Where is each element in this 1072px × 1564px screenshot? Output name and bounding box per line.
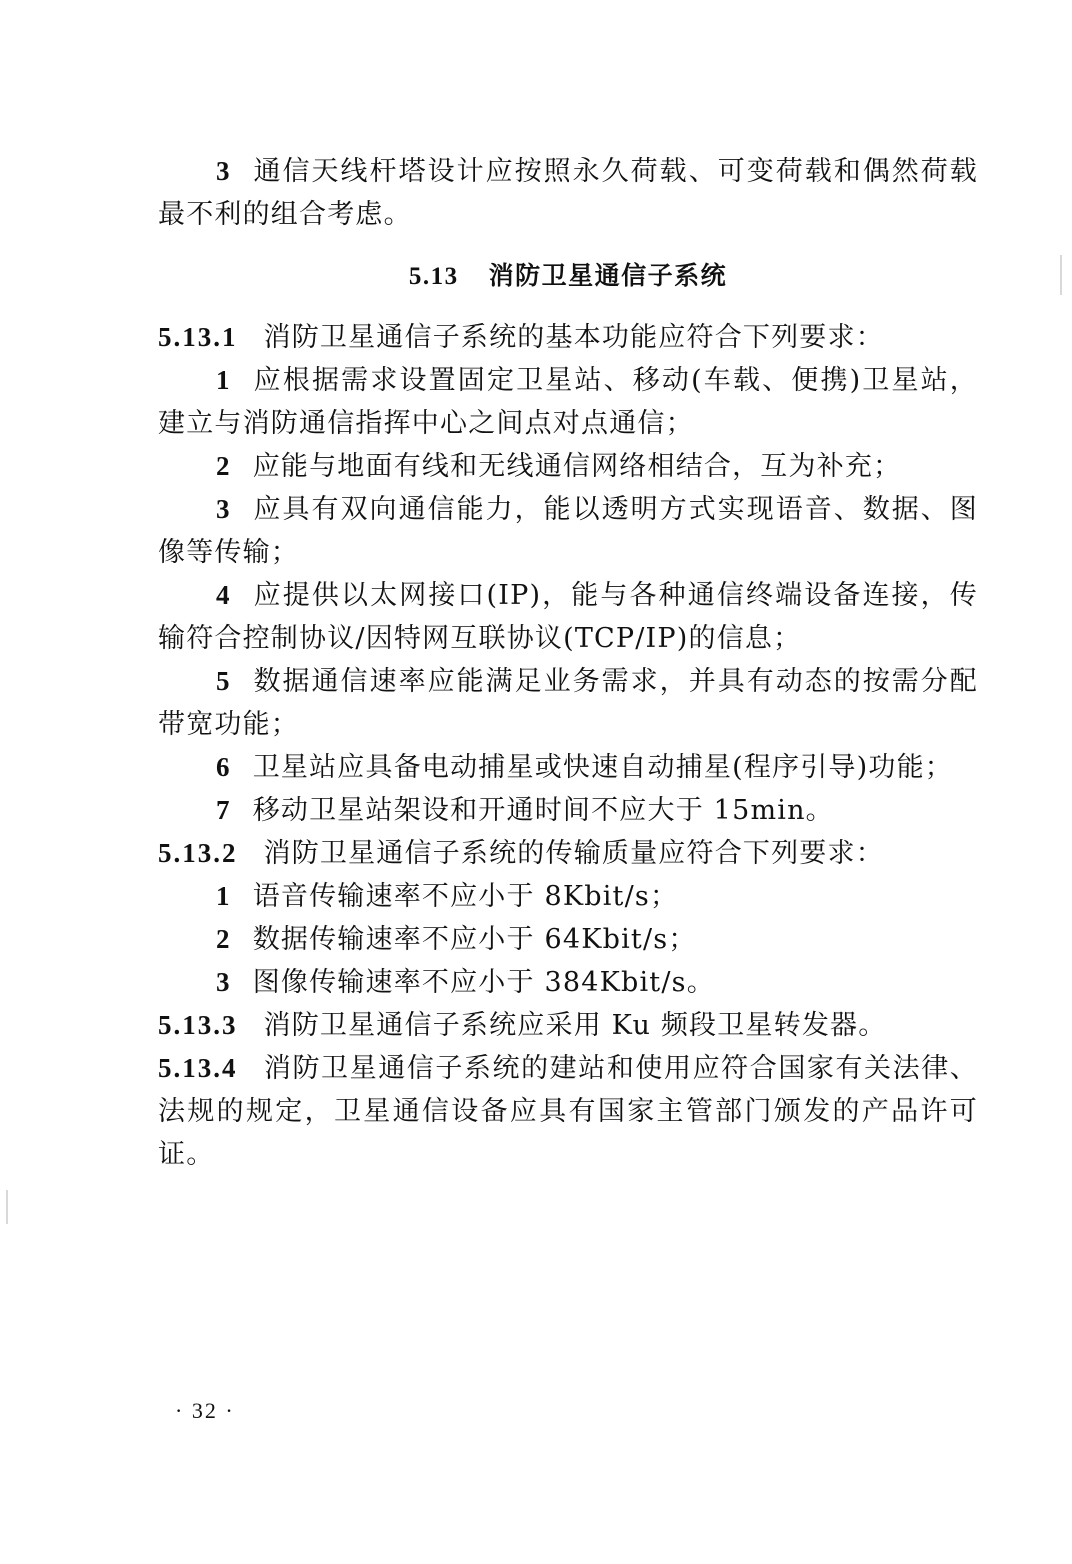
clause-text: 消防卫星通信子系统的建站和使用应符合国家有关法律、法规的规定，卫星通信设备应具有国家主管部门颁发的产品许可证。 <box>158 1053 978 1170</box>
item-number: 2 <box>216 924 231 954</box>
item-number: 1 <box>216 881 231 911</box>
clause-number: 5.13.3 <box>158 1010 238 1040</box>
list-item <box>158 875 978 918</box>
list-item <box>158 660 978 746</box>
clause-number: 5.13.4 <box>158 1053 238 1083</box>
list-item <box>158 789 978 832</box>
list-item <box>158 574 978 660</box>
item-number: 3 <box>216 156 231 186</box>
item-number: 2 <box>216 451 231 481</box>
item-number: 6 <box>216 752 231 782</box>
scan-artifact <box>1060 255 1062 295</box>
clause-5-13-3 <box>158 1004 978 1047</box>
item-text: 数据通信速率应能满足业务需求，并具有动态的按需分配带宽功能； <box>158 666 978 740</box>
section-title: 消防卫星通信子系统 <box>488 261 728 290</box>
item-number: 1 <box>216 365 231 395</box>
item-number: 5 <box>216 666 231 696</box>
clause-text: 消防卫星通信子系统的基本功能应符合下列要求： <box>263 322 884 353</box>
clause-5-13-2 <box>158 832 978 875</box>
item-text: 应提供以太网接口(IP)，能与各种通信终端设备连接，传输符合控制协议/因特网互联协议(TCP/IP)的信息； <box>158 580 978 654</box>
item-text: 应根据需求设置固定卫星站、移动(车载、便携)卫星站，建立与消防通信指挥中心之间点对点通信； <box>158 365 978 439</box>
list-item <box>158 488 978 574</box>
clause-text: 消防卫星通信子系统的传输质量应符合下列要求： <box>263 838 884 869</box>
item-text: 卫星站应具备电动捕星或快速自动捕星(程序引导)功能； <box>252 752 953 783</box>
item-text: 图像传输速率不应小于 384Kbit/s。 <box>252 967 715 998</box>
item-number: 4 <box>216 580 231 610</box>
section-heading <box>158 254 978 298</box>
scan-artifact <box>6 1190 8 1224</box>
clause-5-13-4 <box>158 1047 978 1176</box>
list-item <box>158 445 978 488</box>
item-text: 语音传输速率不应小于 8Kbit/s； <box>252 881 679 912</box>
item-text: 数据传输速率不应小于 64Kbit/s； <box>252 924 697 955</box>
item-number: 3 <box>216 494 231 524</box>
item-number: 3 <box>216 967 231 997</box>
item-text: 移动卫星站架设和开通时间不应大于 15min。 <box>252 795 834 826</box>
clause-5-13-1 <box>158 316 978 359</box>
section-number: 5.13 <box>408 263 459 290</box>
item-number: 7 <box>216 795 231 825</box>
item-text: 应具有双向通信能力，能以透明方式实现语音、数据、图像等传输； <box>158 494 978 568</box>
clause-number: 5.13.1 <box>158 322 238 352</box>
item-text: 通信天线杆塔设计应按照永久荷载、可变荷载和偶然荷载最不利的组合考虑。 <box>158 156 978 230</box>
list-item <box>158 918 978 961</box>
item-text: 应能与地面有线和无线通信网络相结合，互为补充； <box>252 451 902 482</box>
list-item <box>158 359 978 445</box>
page-number: · 32 · <box>175 1398 235 1423</box>
page-content <box>158 150 978 1176</box>
clause-text: 消防卫星通信子系统应采用 Ku 频段卫星转发器。 <box>263 1010 887 1041</box>
intro-item <box>158 150 978 236</box>
list-item <box>158 746 978 789</box>
clause-number: 5.13.2 <box>158 838 238 868</box>
list-item <box>158 961 978 1004</box>
